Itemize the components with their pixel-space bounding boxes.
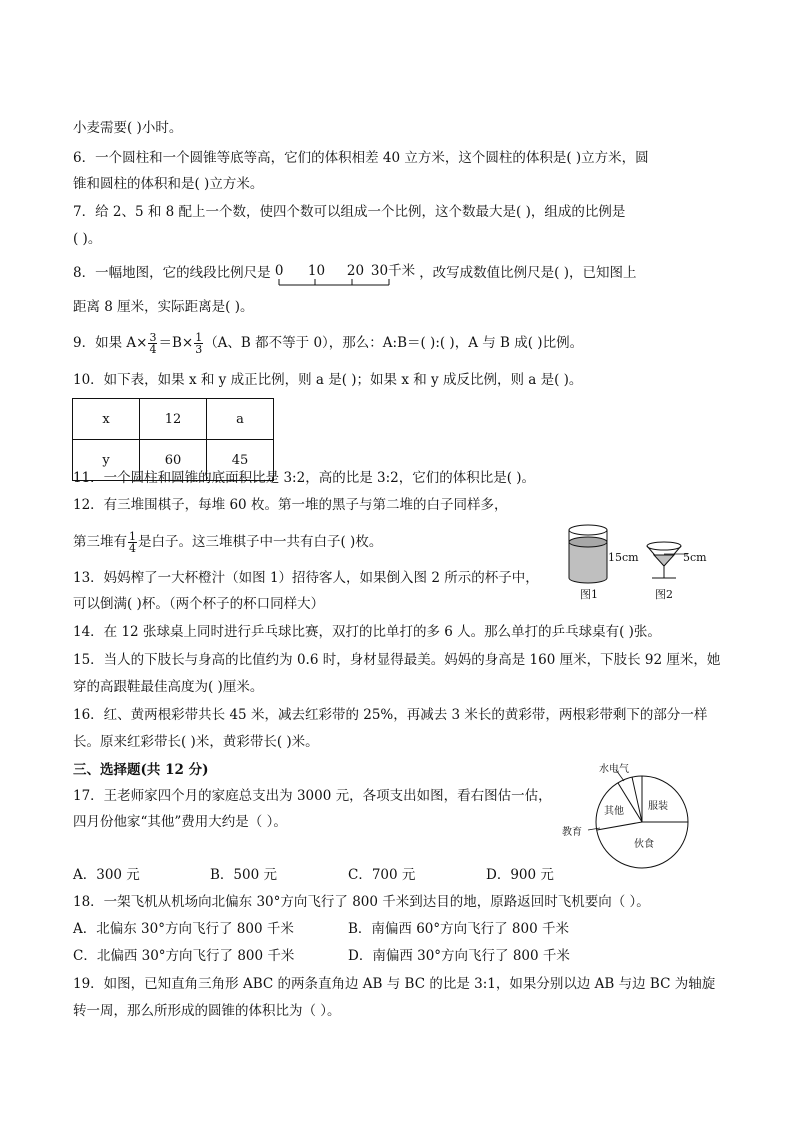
q17-option-b[interactable]: B．500 元 [210,867,277,883]
q9-p1: 9．如果 A× [73,335,148,351]
fig1-height-label: 15cm [608,551,639,564]
pie-label-clothing: 服装 [648,801,668,812]
scale-label-30: 30千米 [370,263,416,279]
section-choice-title: 三、选择题(共 12 分) [73,762,209,778]
q16-line2: 长。原来红彩带长( )米，黄彩带长( )米。 [73,734,319,750]
q12-pre: 第三堆有 [73,534,127,550]
q8-line2: 距离 8 厘米，实际距离是( )。 [73,299,254,315]
frac-numerator: 1 [195,331,203,344]
q18-option-b[interactable]: B．南偏西 60°方向飞行了 800 千米 [348,921,569,937]
frac-numerator: 1 [129,530,136,543]
q19-line2: 转一周，那么所形成的圆锥的体积比为（ ）。 [73,1003,341,1019]
frac-denominator: 3 [195,343,203,356]
q6-line2: 锥和圆柱的体积和是( )立方米。 [73,176,264,192]
q9-p2: ＝B× [158,335,194,351]
q13-line1: 13．妈妈榨了一大杯橙汁（如图 1）招待客人，如果倒入图 2 所示的杯子中， [73,570,539,586]
q6-line1: 6．一个圆柱和一个圆锥等底等高，它们的体积相差 40 立方米，这个圆柱的体积是( )立方米，圆 [73,150,649,166]
scale-bar [275,263,415,283]
table-cell: 60 [140,440,207,481]
q15-line2: 穿的高跟鞋最佳高度为( )厘米。 [73,679,264,695]
q7-line2: ( )。 [73,231,102,247]
q17-line2: 四月份他家“其他”费用大约是（ ）。 [73,814,287,830]
pie-label-food: 伙食 [634,839,654,850]
scale-label-10: 10 [307,263,326,279]
fig2-height-label: 5cm [683,551,707,564]
table-cell: 12 [140,399,207,440]
table-cell: y [73,440,140,481]
q14-line: 14．在 12 张球桌上同时进行乒乓球比赛，双打的比单打的多 6 人。那么单打的乒乓球桌有( )张。 [73,624,661,640]
scale-label-20: 20 [346,263,365,279]
q18-option-a[interactable]: A．北偏东 30°方向飞行了 800 千米 [73,921,294,937]
table-row [73,399,274,440]
q13-line2: 可以倒满( )杯。（两个杯子的杯口同样大） [73,596,325,612]
q8-pre: 8．一幅地图，它的线段比例尺是 [73,265,271,281]
q18-option-c[interactable]: C．北偏西 30°方向飞行了 800 千米 [73,948,295,964]
q12-post: 是白子。这三堆棋子中一共有白子( )枚。 [138,534,383,550]
q9-frac-1 [148,332,157,355]
cone-glass-icon [647,542,688,578]
pie-label-education: 教育 [562,827,582,838]
q12-frac [128,531,137,554]
fig1-caption: 图1 [580,588,598,601]
q8-line1 [73,263,637,283]
frac-denominator: 4 [129,542,136,555]
q18-line: 18．一架飞机从机场向北偏东 30°方向飞行了 800 千米到达目的地，原路返回时飞机要向（ ）。 [73,894,650,910]
expense-pie-chart [560,758,710,876]
q16-line1: 16．红、黄两根彩带共长 45 米，减去红彩带的 25%，再减去 3 米长的黄彩带，两根彩带剩下的部分一样 [73,707,708,723]
fig2-caption: 图2 [655,588,673,601]
q10-line: 10．如下表，如果 x 和 y 成正比例，则 a 是( )；如果 x 和 y 成反比例，则 a 是( )。 [73,372,583,388]
table-cell: a [207,399,274,440]
q18-option-d[interactable]: D．南偏西 30°方向飞行了 800 千米 [348,948,570,964]
q5-tail: 小麦需要( )小时。 [73,120,183,136]
q9-frac-2 [194,332,203,355]
table-cell: x [73,399,140,440]
q17-option-c[interactable]: C．700 元 [348,867,416,883]
q15-line1: 15．当人的下肢长与身高的比值约为 0.6 时，身材显得最美。妈妈的身高是 160 厘米，下肢长 92 厘米，她 [73,652,721,668]
frac-denominator: 4 [149,343,157,356]
q12-line2 [73,531,382,554]
scale-label-0: 0 [274,263,284,279]
q9-line [73,332,583,355]
q7-line1: 7．给 2、5 和 8 配上一个数，使四个数可以组成一个比例，这个数最大是( )，组成的比例是 [73,204,626,220]
q12-line1: 12．有三堆围棋子，每堆 60 枚。第一堆的黑子与第二堆的白子同样多， [73,497,508,513]
q11-line: 11．一个圆柱和圆锥的底面积比是 3:2，高的比是 3:2，它们的体积比是( )。 [73,470,536,486]
q19-line1: 19．如图，已知直角三角形 ABC 的两条直角边 AB 与 BC 的比是 3:1，如果分别以边 AB 与边 BC 为轴旋 [73,976,716,992]
q17-option-a[interactable]: A．300 元 [73,867,140,883]
q9-p3: （A、B 都不等于 0），那么：A:B＝( ):( )，A 与 B 成( )比例。 [204,335,584,351]
q8-post: ，改写成数值比例尺是( )，已知图上 [419,265,637,281]
q17-line1: 17．王老师家四个月的家庭总支出为 3000 元，各项支出如图，看右图估一估， [73,788,552,804]
scale-line [275,269,415,299]
frac-numerator: 3 [149,331,157,344]
q17-option-d[interactable]: D．900 元 [486,867,554,883]
pie-label-utilities: 水电气 [599,764,629,775]
pie-label-other: 其他 [604,806,624,817]
table-cell: 45 [207,440,274,481]
cylinder-cup-icon [569,525,607,583]
